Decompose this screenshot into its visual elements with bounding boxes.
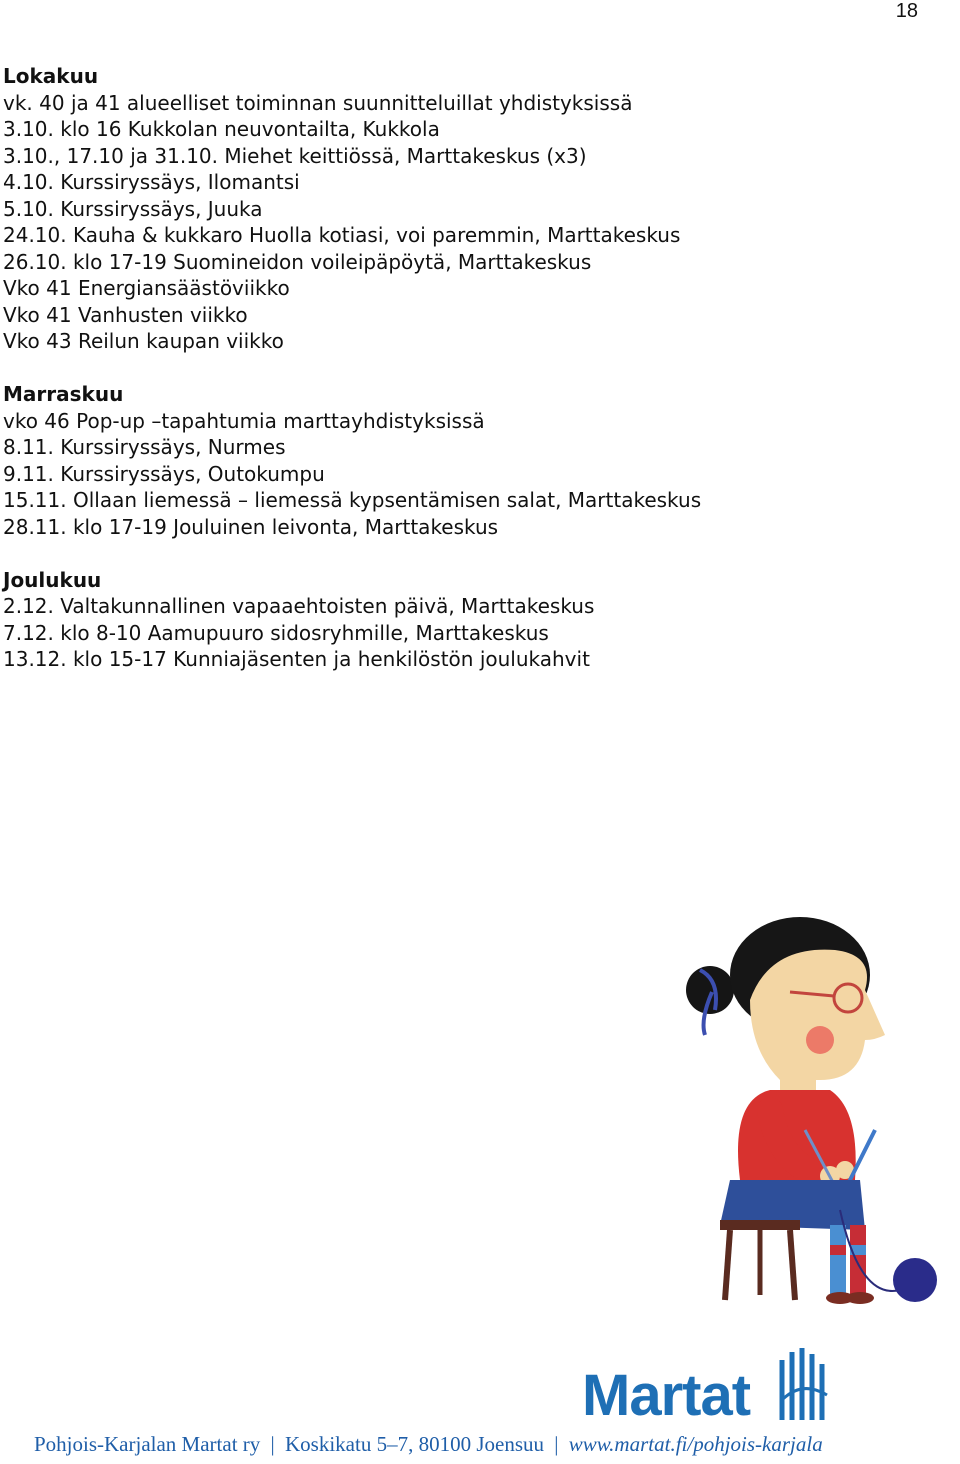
event-item: 9.11. Kurssiryssäys, Outokumpu [3, 461, 325, 486]
footer-separator: | [270, 1432, 275, 1456]
event-item: vk. 40 ja 41 alueelliset toiminnan suunnitteluillat yhdistyksissä [3, 90, 633, 115]
month-heading-october: Lokakuu [3, 64, 99, 88]
event-item: 15.11. Ollaan liemessä – liemessä kypsentämisen salat, Marttakeskus [3, 488, 702, 512]
event-item: 7.12. klo 8-10 Aamupuuro sidosryhmille, Marttakeskus [3, 620, 549, 645]
footer [34, 1432, 823, 1457]
knitting-woman-illustration [660, 880, 960, 1340]
event-item: 13.12. klo 15-17 Kunniajäsenten ja henkilöstön joulukahvit [3, 647, 590, 671]
month-heading-november: Marraskuu [3, 382, 124, 406]
footer-separator: | [554, 1432, 559, 1456]
event-item: 2.12. Valtakunnallinen vapaaehtoisten päivä, Marttakeskus [3, 594, 595, 618]
event-item: 28.11. klo 17-19 Jouluinen leivonta, Marttakeskus [3, 514, 499, 539]
event-item: Vko 41 Energiansäästöviikko [3, 276, 290, 300]
events-calendar [3, 63, 903, 673]
event-item: vko 46 Pop-up –tapahtumia marttayhdistyksissä [3, 408, 485, 433]
footer-org: Pohjois-Karjalan Martat ry [34, 1432, 261, 1456]
event-item: 24.10. Kauha & kukkaro Huolla kotiasi, voi paremmin, Marttakeskus [3, 223, 681, 247]
event-item: 5.10. Kurssiryssäys, Juuka [3, 196, 263, 221]
footer-address: Koskikatu 5–7, 80100 Joensuu [285, 1432, 544, 1456]
event-item: 26.10. klo 17-19 Suomineidon voileipäpöytä, Marttakeskus [3, 249, 592, 274]
martat-logo [582, 1340, 832, 1430]
event-item: Vko 43 Reilun kaupan viikko [3, 329, 284, 353]
yarn-logo-icon [777, 1340, 832, 1425]
section-spacer [3, 355, 903, 382]
month-heading-december: Joulukuu [3, 567, 102, 592]
event-item: 8.11. Kurssiryssäys, Nurmes [3, 435, 286, 459]
event-item: 3.10. klo 16 Kukkolan neuvontailta, Kukkola [3, 117, 440, 141]
section-spacer [3, 540, 903, 567]
logo-text: Martat [582, 1363, 751, 1428]
event-item: Vko 41 Vanhusten viikko [3, 302, 248, 327]
page-number: 18 [895, 0, 918, 22]
event-item: 3.10., 17.10 ja 31.10. Miehet keittiössä, Marttakeskus (x3) [3, 143, 587, 168]
event-item: 4.10. Kurssiryssäys, Ilomantsi [3, 170, 300, 194]
footer-url[interactable]: www.martat.fi/pohjois-karjala [568, 1432, 823, 1456]
